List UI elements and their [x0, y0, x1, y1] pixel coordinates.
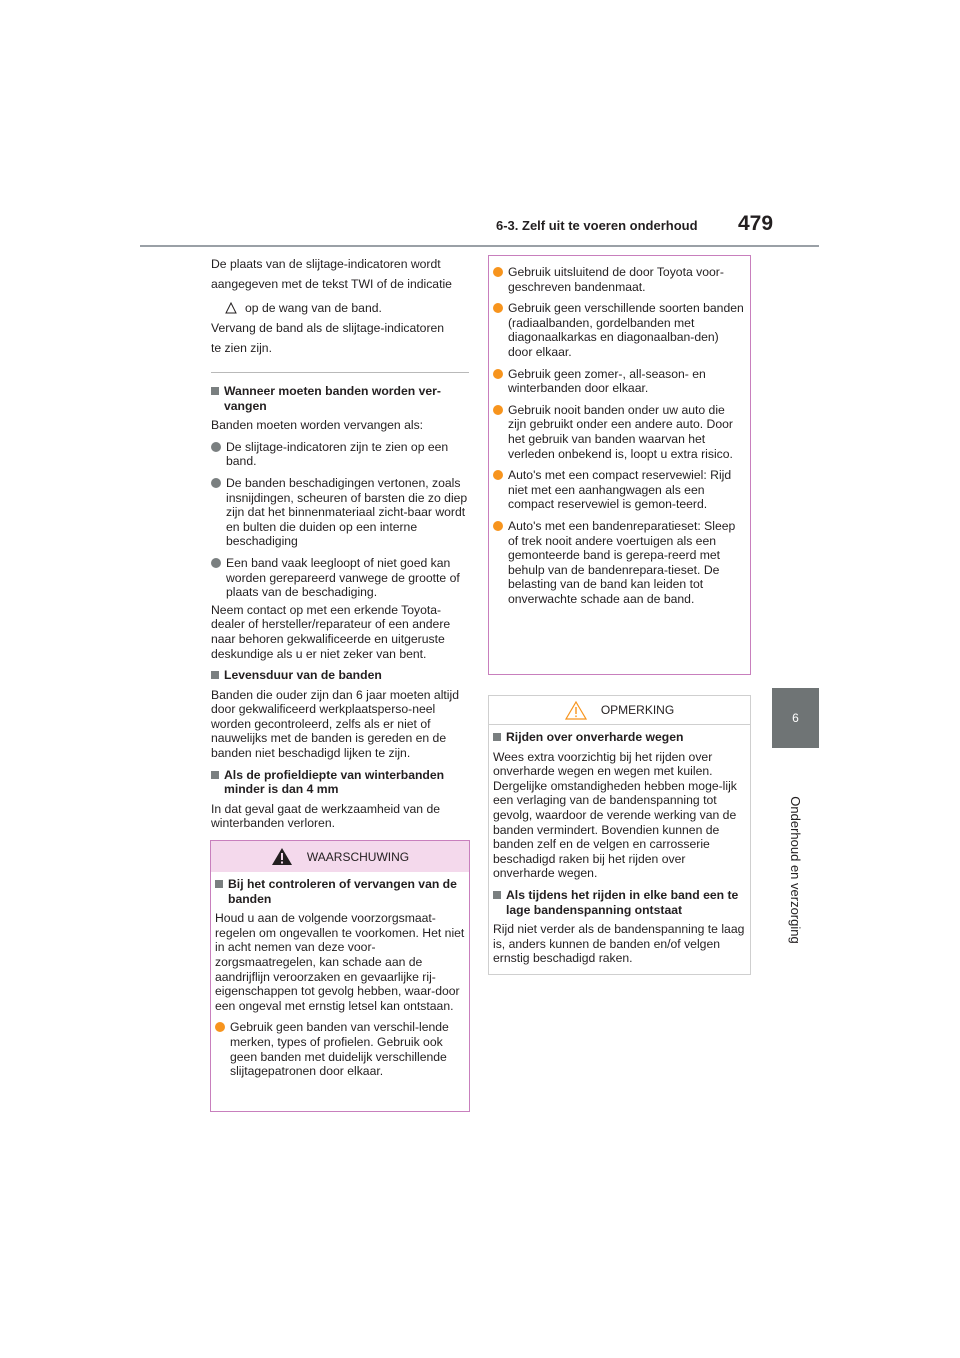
bullet-icon [211, 558, 221, 568]
bullet-icon [211, 478, 221, 488]
bullet-icon [493, 267, 503, 277]
tread-indicator-icon [225, 302, 237, 314]
intro-line: De plaats van de slijtage-indicatoren wordt [211, 257, 441, 271]
note-heading: Als tijdens het rijden in elke band een te lage bandenspanning ontstaat [493, 888, 746, 917]
note-heading: Rijden over onverharde wegen [493, 730, 746, 745]
section-heading: Levensduur van de banden [211, 668, 469, 683]
bullet-icon [493, 470, 503, 480]
paragraph: Banden moeten worden vervangen als: [211, 418, 424, 433]
header-divider [140, 245, 819, 247]
warning-header [211, 841, 469, 872]
page-number: 479 [738, 212, 774, 235]
bullet-icon [493, 405, 503, 415]
note-title: OPMERKING [600, 703, 675, 717]
bullet-icon [493, 303, 503, 313]
intro-line: Vervang de band als de slijtage-indicatoren [211, 321, 445, 335]
warning-title: WAARSCHUWING [306, 849, 410, 864]
list-item: Gebruik geen verschillende soorten banden (radiaalbanden, gordelbanden met diagonaalkarkas en diagonaalban-den) door elkaar. [493, 301, 746, 359]
square-bullet-icon [215, 880, 223, 888]
paragraph: Houd u aan de volgende voorzorgsmaat-regelen om ongevallen te voorkomen. Het niet in acht nemen van deze voor-zorgsmaatregelen, kan schade aan de aandrijflijn veroorzaken en gevaarlijke rij-eigenschappen tot gevolg hebben, waar-door een ongeval met ernstig letsel kan ontstaan. [215, 911, 465, 1013]
paragraph: Rijd niet verder als de bandenspanning te laag is, anders kunnen de banden en/of velgen ernstig beschadigd raken. [493, 922, 745, 966]
intro-line: aangegeven met de tekst TWI of de indicatie [211, 277, 452, 291]
bullet-icon [493, 521, 503, 531]
square-bullet-icon [493, 733, 501, 741]
intro-indicator-line [211, 298, 469, 318]
square-bullet-icon [211, 387, 219, 395]
paragraph: In dat geval gaat de werkzaamheid van de winterbanden verloren. [211, 801, 441, 831]
warning-heading: Bij het controleren of vervangen van de banden [215, 877, 465, 906]
left-column [211, 254, 469, 838]
list-item: De slijtage-indicatoren zijn te zien op een band. [211, 440, 469, 469]
paragraph: Neem contact op met een erkende Toyota-dealer of hersteller/reparateur of een andere naar behoren gekwalificeerde en uitgeruste deskundige als u er niet zeker van bent. [211, 602, 451, 661]
warning-box [210, 840, 470, 1112]
list-item: Gebruik geen zomer-, all-season- en winterbanden door elkaar. [493, 367, 746, 396]
square-bullet-icon [211, 671, 219, 679]
list-item: Gebruik geen banden van verschil-lende merken, types of profielen. Gebruik ook geen banden met duidelijk verschillende slijtagepatronen door elkaar. [215, 1020, 465, 1078]
paragraph: Banden die ouder zijn dan 6 jaar moeten altijd door gekwalificeerd werkplaatsperso-neel worden gecontroleerd, zelfs als er niet of nauwelijks met de banden is gereden en de banden niet beschadigd lijken te zijn. [211, 687, 459, 761]
list-item: Auto's met een compact reservewiel: Rijd niet met een aanhangwagen als een compact reservewiel is gemon-teerd. [493, 468, 746, 512]
warning-continued-box [488, 255, 751, 675]
bullet-icon [493, 369, 503, 379]
paragraph: Wees extra voorzichtig bij het rijden over onverharde wegen en wegen met kuilen. Dergelijke omstandigheden hebben moge-lijk een verlaging van de bandenspanning tot gevolg, waardoor de verende werking van de banden vermindert. Bovendien kunnen de banden zelf en de velgen en carrosserie beschadigd raken bij het rijden over onverharde wegen. [493, 749, 737, 881]
section-title: 6-3. Zelf uit te voeren onderhoud [496, 218, 698, 233]
list-item: Een band vaak leegloopt of niet goed kan worden gerepareerd vanwege de grootte of plaats van de beschadiging. [211, 556, 469, 600]
section-heading: Als de profieldiepte van winterbanden minder is dan 4 mm [211, 768, 469, 797]
intro-line: op de wang van de band. [245, 301, 382, 315]
note-header [489, 696, 750, 725]
list-item: De banden beschadigingen vertonen, zoals insnijdingen, scheuren of barsten die zo diep zijn dat het binnenmateriaal zicht-baar wordt en bulten die duiden op een interne beschadiging [211, 476, 469, 549]
square-bullet-icon [493, 891, 501, 899]
section-heading: Wanneer moeten banden worden ver-vangen [211, 384, 469, 413]
note-box [488, 695, 751, 975]
caution-icon [565, 701, 587, 720]
chapter-tab: 6 [772, 688, 819, 748]
chapter-title: Onderhoud en verzorging [788, 796, 803, 944]
bullet-icon [215, 1022, 225, 1032]
warning-icon [271, 847, 293, 866]
intro-line: te zien zijn. [211, 341, 272, 355]
list-item: Gebruik uitsluitend de door Toyota voor-geschreven bandenmaat. [493, 265, 746, 294]
section-divider [211, 372, 469, 373]
square-bullet-icon [211, 771, 219, 779]
bullet-icon [211, 442, 221, 452]
list-item: Auto's met een bandenreparatieset: Sleep of trek nooit andere voertuigen als een gemonteerde band is gerepa-reerd met behulp van de bandenrepara-tieset. De belasting van de band kan leiden tot onverwachte schade aan de band. [493, 519, 746, 607]
list-item: Gebruik nooit banden onder uw auto die zijn gebruikt onder een andere auto. Door het gebruik van banden waarvan het verleden onbekend is, loopt u extra risico. [493, 403, 746, 461]
